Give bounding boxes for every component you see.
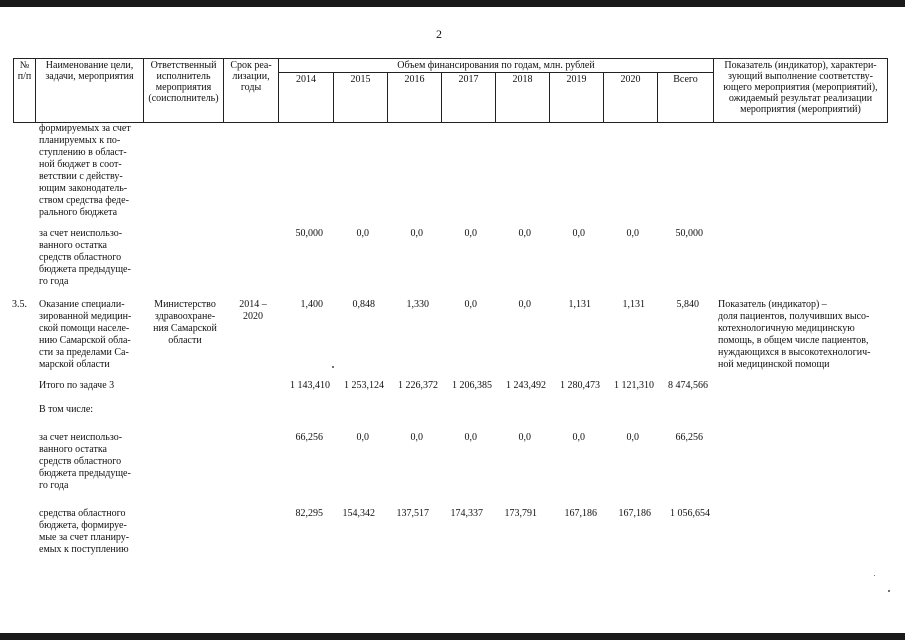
cell-value: 0,0 — [518, 432, 531, 443]
name-line: средств областного — [39, 456, 122, 467]
row-task35-term — [226, 299, 280, 323]
header-name: Наименование цели, задачи, мероприятия — [36, 59, 144, 123]
cell-value: 0,0 — [572, 228, 585, 239]
name-line: за счет неиспользо- — [39, 432, 123, 443]
page-number: 2 — [436, 27, 442, 41]
name-line: бюджета, формируе- — [39, 520, 127, 531]
indicator-line: доля пациентов, получивших высо- — [718, 311, 870, 322]
header-total: Всего — [658, 73, 714, 123]
name-line: Оказание специали- — [39, 299, 125, 310]
term-line: 2020 — [243, 311, 263, 322]
row-total-name: Итого по задаче 3 — [39, 380, 115, 391]
name-line: зированной медицин- — [39, 311, 132, 322]
cell-value: 1 121,310 — [614, 380, 654, 391]
cell-value: 173,791 — [504, 508, 537, 519]
cell-value: 66,256 — [295, 432, 323, 443]
name-line: емых к поступлению — [39, 544, 129, 555]
row-including-name: В том числе: — [39, 404, 94, 415]
cell-total: 5,840 — [676, 299, 699, 310]
row-task35-executor — [146, 299, 224, 347]
indicator-line: Показатель (индикатор) – — [718, 299, 827, 310]
cell-value: 82,295 — [295, 508, 323, 519]
header-term: Срок реа-лизации, годы — [224, 59, 279, 123]
executor-line: Министерство — [154, 299, 216, 310]
bottom-border — [0, 633, 905, 640]
cell-value: 0,0 — [410, 432, 423, 443]
cell-value: 1,131 — [568, 299, 591, 310]
name-line: нию Самарской обла- — [39, 335, 131, 346]
executor-line: области — [168, 335, 202, 346]
cell-value: 1 253,124 — [344, 380, 384, 391]
header-year-2016: 2016 — [388, 73, 442, 123]
name-line: рального бюджета — [39, 207, 118, 218]
header-executor: Ответственный исполнитель мероприятия (соисполнитель) — [144, 59, 224, 123]
row-task35-indicator — [718, 299, 886, 371]
cell-total: 8 474,566 — [668, 380, 708, 391]
scan-speck — [888, 590, 890, 592]
cell-value: 0,0 — [518, 228, 531, 239]
name-line: планируемых к по- — [39, 135, 121, 146]
cell-value: 0,0 — [410, 228, 423, 239]
row-task35-num: 3.5. — [12, 299, 27, 310]
header-year-2018: 2018 — [496, 73, 550, 123]
cell-value: 0,0 — [356, 432, 369, 443]
top-border — [0, 0, 905, 7]
header-year-2015: 2015 — [334, 73, 388, 123]
name-line: марской области — [39, 359, 110, 370]
cell-total: 50,000 — [675, 228, 703, 239]
cell-value: 1 280,473 — [560, 380, 600, 391]
row-cont-name — [39, 123, 143, 219]
cell-value: 0,0 — [626, 432, 639, 443]
header-num: № п/п — [14, 59, 36, 123]
name-line: сти за пределами Са- — [39, 347, 129, 358]
name-line: бюджета предыдуще- — [39, 468, 131, 479]
header-funding: Объем финансирования по годам, млн. рублей — [279, 59, 714, 73]
cell-value: 1 226,372 — [398, 380, 438, 391]
name-line: бюджета предыдуще- — [39, 264, 131, 275]
executor-line: здравоохране- — [154, 311, 216, 322]
row-unused1-name — [39, 228, 143, 288]
name-line: средства областного — [39, 508, 126, 519]
cell-value: 154,342 — [342, 508, 375, 519]
scan-speck — [874, 575, 875, 576]
cell-value: 1,131 — [622, 299, 645, 310]
name-line: формируемых за счет — [39, 123, 131, 134]
cell-value: 0,0 — [464, 299, 477, 310]
cell-value: 137,517 — [396, 508, 429, 519]
cell-value: 0,0 — [626, 228, 639, 239]
name-line: ной бюджет в соот- — [39, 159, 122, 170]
name-line: мые за счет планиру- — [39, 532, 130, 543]
header-year-2017: 2017 — [442, 73, 496, 123]
cell-total: 66,256 — [675, 432, 703, 443]
indicator-line: котехнологичную медицинскую — [718, 323, 855, 334]
name-line: ством средства феде- — [39, 195, 129, 206]
header-year-2014: 2014 — [279, 73, 334, 123]
cell-value: 50,000 — [295, 228, 323, 239]
name-line: ветствии с действу- — [39, 171, 123, 182]
cell-value: 1,330 — [406, 299, 429, 310]
indicator-line: ной медицинской помощи — [718, 359, 830, 370]
cell-value: 0,0 — [356, 228, 369, 239]
cell-value: 0,0 — [572, 432, 585, 443]
name-line: ющим законодатель- — [39, 183, 128, 194]
header-year-2019: 2019 — [550, 73, 604, 123]
executor-line: ния Самарской — [153, 323, 217, 334]
cell-value: 167,186 — [564, 508, 597, 519]
scan-speck — [332, 366, 334, 368]
cell-value: 1,400 — [300, 299, 323, 310]
header-indicator: Показатель (индикатор), характери-зующий выполнение соответству-ющего мероприятия (мероприятий), ожидаемый результат реализации мероприятия (мероприятий) — [714, 59, 888, 123]
cell-value: 1 206,385 — [452, 380, 492, 391]
name-line: ванного остатка — [39, 444, 107, 455]
row-regional-name — [39, 508, 143, 556]
cell-value: 167,186 — [618, 508, 651, 519]
name-line: ской помощи населе- — [39, 323, 130, 334]
cell-value: 0,0 — [464, 228, 477, 239]
cell-total: 1 056,654 — [670, 508, 710, 519]
name-line: за счет неиспользо- — [39, 228, 123, 239]
name-line: ванного остатка — [39, 240, 107, 251]
name-line: средств областного — [39, 252, 122, 263]
name-line: го года — [39, 480, 69, 491]
cell-value: 0,0 — [518, 299, 531, 310]
cell-value: 1 243,492 — [506, 380, 546, 391]
row-unused2-name — [39, 432, 143, 492]
cell-value: 0,848 — [352, 299, 375, 310]
name-line: ступлению в област- — [39, 147, 127, 158]
cell-value: 0,0 — [464, 432, 477, 443]
name-line: го года — [39, 276, 69, 287]
cell-value: 174,337 — [450, 508, 483, 519]
header-year-2020: 2020 — [604, 73, 658, 123]
indicator-line: помощь, в общем числе пациентов, — [718, 335, 869, 346]
row-task35-name — [39, 299, 143, 371]
cell-value: 1 143,410 — [290, 380, 330, 391]
table-header — [13, 58, 888, 123]
term-line: 2014 – — [239, 299, 267, 310]
indicator-line: нуждающихся в высокотехнологич- — [718, 347, 871, 358]
